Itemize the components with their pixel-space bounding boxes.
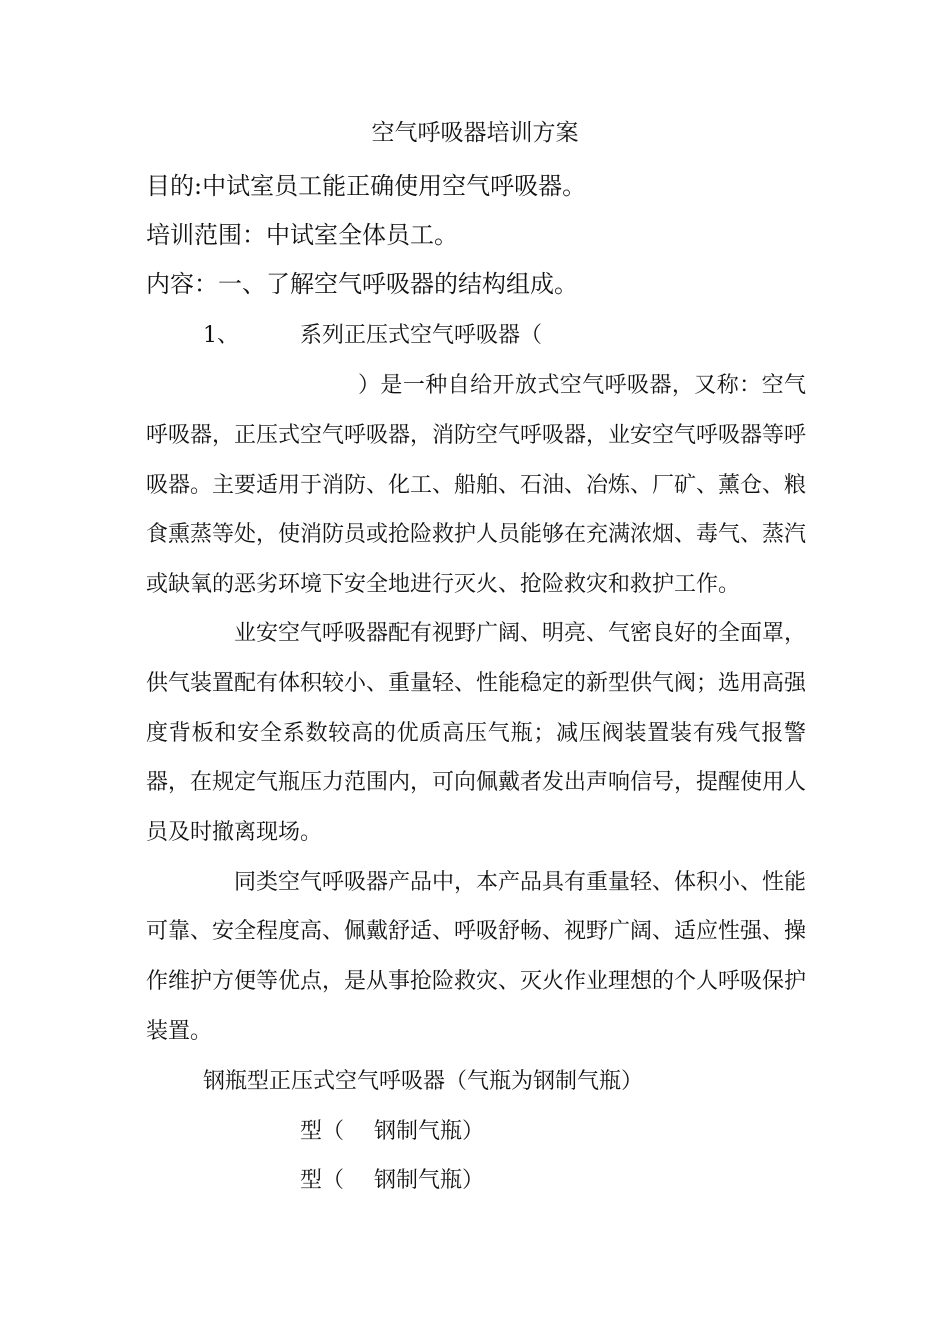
item1-text: 系列正压式空气呼吸器（	[300, 323, 543, 348]
model-1-prefix: 型（	[300, 1119, 345, 1144]
para1-line2: 呼吸器，正压式空气呼吸器，消防空气呼吸器，业安空气呼吸器等呼	[146, 423, 807, 448]
purpose-line: 目的:中试室员工能正确使用空气呼吸器。	[146, 172, 587, 200]
scope-line: 培训范围：中试室全体员工。	[146, 221, 458, 249]
para1-line5: 或缺氧的恶劣环境下安全地进行灭火、抢险救灾和救护工作。	[146, 572, 741, 597]
para2-line2: 供气装置配有体积较小、重量轻、性能稳定的新型供气阀；选用高强	[146, 671, 807, 696]
para3-line3: 作维护方便等优点，是从事抢险救灾、灭火作业理想的个人呼吸保护	[146, 969, 807, 994]
para2-line4: 器，在规定气瓶压力范围内，可向佩戴者发出声响信号，提醒使用人	[146, 770, 807, 795]
model-1-text: 钢制气瓶）	[374, 1119, 485, 1144]
para2-line1: 业安空气呼吸器配有视野广阔、明亮、气密良好的全面罩，	[234, 621, 807, 646]
para3-line1: 同类空气呼吸器产品中，本产品具有重量轻、体积小、性能	[234, 870, 807, 895]
para2-line3: 度背板和安全系数较高的优质高压气瓶；减压阀装置装有残气报警	[146, 721, 806, 746]
para3-line4: 装置。	[146, 1019, 213, 1044]
para1-line4: 食熏蒸等处，使消防员或抢险救护人员能够在充满浓烟、毒气、蒸汽	[146, 522, 807, 547]
item1-number: 1、	[203, 323, 239, 348]
model-2-text: 钢制气瓶）	[374, 1168, 485, 1193]
model-2-prefix: 型（	[300, 1168, 345, 1193]
steel-heading: 钢瓶型正压式空气呼吸器（气瓶为钢制气瓶）	[203, 1069, 644, 1094]
para2-line5: 员及时撤离现场。	[146, 820, 323, 845]
document-title: 空气呼吸器培训方案	[371, 120, 579, 146]
para1-line3: 吸器。主要适用于消防、化工、船舶、石油、冶炼、厂矿、薰仓、粮	[146, 473, 807, 498]
para1-line1: ）是一种自给开放式空气呼吸器，又称：空气	[358, 373, 806, 398]
content-heading: 内容：一、了解空气呼吸器的结构组成。	[146, 270, 578, 298]
para3-line2: 可靠、安全程度高、佩戴舒适、呼吸舒畅、视野广阔、适应性强、操	[146, 919, 807, 944]
